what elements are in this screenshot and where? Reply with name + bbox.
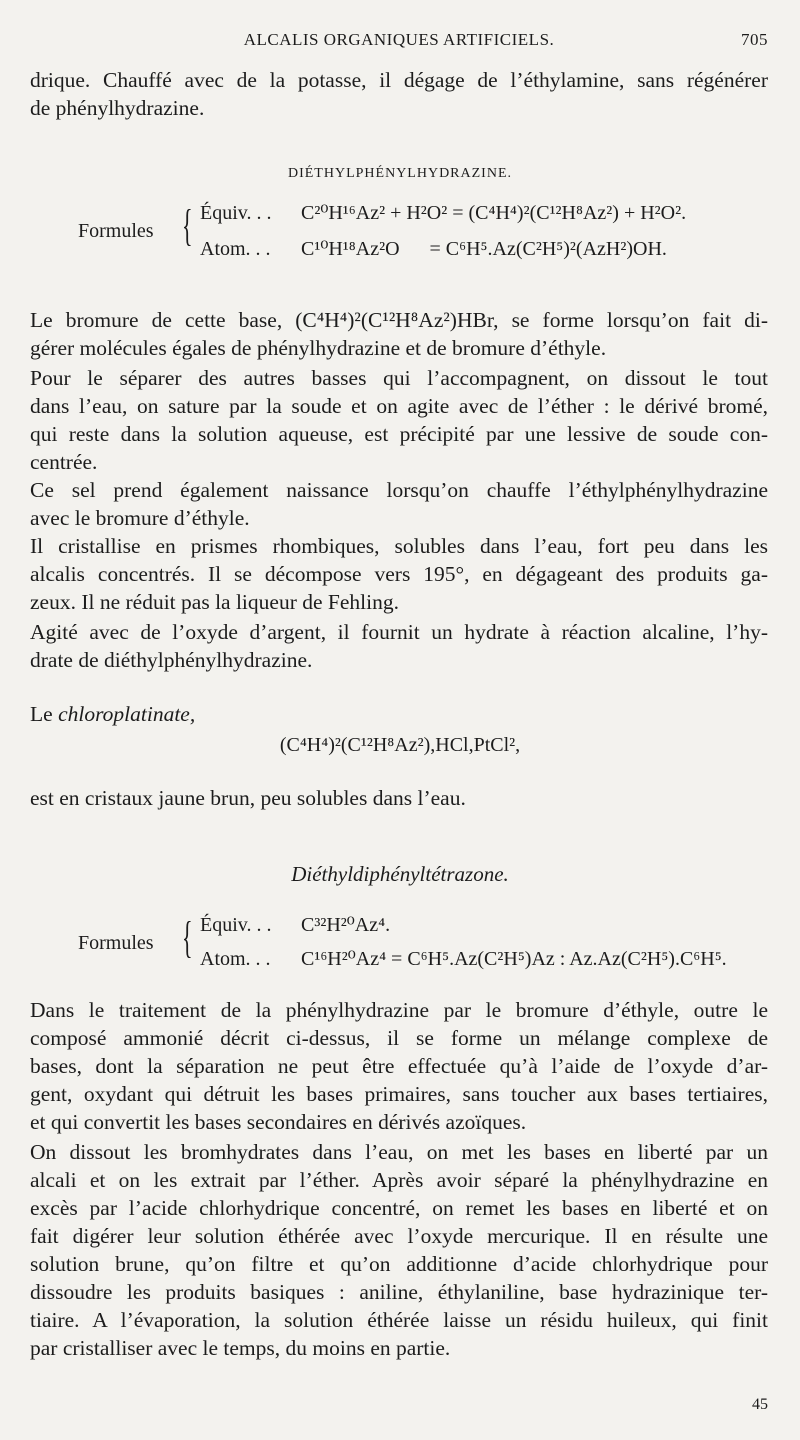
text-line: Dans le traitement de la phénylhydrazine par le bromure d’éthyle, outre le [30, 998, 768, 1022]
text-line: solution brune, qu’on filtre et qu’on additionne d’acide chlorhydrique pour [30, 1252, 768, 1276]
chloroplatinate-line [30, 700, 768, 728]
running-title: ALCALIS ORGANIQUES ARTIFICIELS. [243, 30, 555, 49]
text-line: avec le bromure d’éthyle. [30, 506, 250, 530]
formula-expression: C¹⁰H¹⁸Az²O = C⁶H⁵.Az(C²H⁵)²(AzH²)OH. [301, 238, 667, 260]
text-line: gent, oxydant qui détruit les bases primaires, sans toucher aux bases tertiaires, [30, 1082, 768, 1106]
text-line: bases, dont la séparation ne peut être effectuée qu’à l’aide de l’oxyde d’ar- [30, 1054, 768, 1078]
text-line: alcali et on les extrait par l’éther. Après avoir séparé la phénylhydrazine en [30, 1168, 768, 1192]
text-line: dans l’eau, on sature par la soude et on agite avec de l’éther : le dérivé bromé, [30, 394, 768, 418]
formula-expression: C²⁰H¹⁶Az² + H²O² = (C⁴H⁴)²(C¹²H⁸Az²) + H²O². [301, 202, 687, 224]
formula-label: Formules [78, 220, 154, 242]
text-line: Le bromure de cette base, (C⁴H⁴)²(C¹²H⁸Az²)HBr, se forme lorsqu’on fait di- [30, 308, 768, 332]
text-line: Agité avec de l’oxyde d’argent, il fournit un hydrate à réaction alcaline, l’hy- [30, 620, 768, 644]
formula-row [200, 946, 727, 971]
brace-symbol: { [182, 913, 193, 962]
text-line: de phénylhydrazine. [30, 96, 205, 120]
formula-block [30, 200, 770, 270]
text-line: par cristalliser avec le temps, du moins en partie. [30, 1336, 451, 1360]
text-fragment: Le [30, 702, 53, 726]
text-line: est en cristaux jaune brun, peu solubles dans l’eau. [30, 786, 466, 810]
text-line: fait digérer leur solution éthérée avec l’oxyde mercurique. Il en résulte une [30, 1224, 768, 1248]
text-line: dissoudre les produits basiques : aniline, éthylaniline, base hydrazinique ter- [30, 1280, 768, 1304]
page-number: 705 [741, 30, 768, 49]
text-line: et qui convertit les bases secondaires en dérivés azoïques. [30, 1110, 527, 1134]
text-line: qui reste dans la solution aqueuse, est précipité par une lessive de soude con- [30, 422, 768, 446]
text-line: excès par l’acide chlorhydrique concentré, on remet les bases en liberté et on [30, 1196, 768, 1220]
formula-row [200, 912, 390, 937]
formula-name: Atom. . . [200, 948, 271, 970]
chloroplatinate-formula: (C⁴H⁴)²(C¹²H⁸Az²),HCl,PtCl², [279, 734, 521, 756]
text-line: composé ammonié décrit ci-dessus, il se forme un mélange complexe de [30, 1026, 768, 1050]
text-line: drate de diéthylphénylhydrazine. [30, 648, 313, 672]
text-line: gérer molécules égales de phénylhydrazine et de bromure d’éthyle. [30, 336, 607, 360]
text-line: zeux. Il ne réduit pas la liqueur de Fehling. [30, 590, 399, 614]
text-line: Pour le séparer des autres basses qui l’accompagnent, on dissout le tout [30, 366, 768, 390]
formula-name: Atom. . . [200, 238, 271, 260]
text-line: Ce sel prend également naissance lorsqu’on chauffe l’éthylphénylhydrazine [30, 478, 768, 502]
signature-mark: 45 [752, 1396, 768, 1413]
formula-row [200, 200, 686, 225]
brace-symbol: { [182, 201, 193, 250]
text-line: drique. Chauffé avec de la potasse, il dégage de l’éthylamine, sans régénérer [30, 68, 768, 92]
running-header [30, 30, 768, 56]
section-title: Diéthyldiphényltétrazone. [291, 862, 509, 886]
text-line: tiaire. A l’évaporation, la solution éthérée laisse un résidu huileux, qui finit [30, 1308, 768, 1332]
text-line: centrée. [30, 450, 98, 474]
text-line: Il cristallise en prismes rhombiques, solubles dans l’eau, fort peu dans les [30, 534, 768, 558]
section-title: DIÉTHYLPHÉNYLHYDRAZINE. [287, 166, 513, 181]
text-line: alcalis concentrés. Il se décompose vers 195°, en dégageant des produits ga- [30, 562, 768, 586]
formula-expression: C³²H²⁰Az⁴. [301, 914, 391, 936]
formula-label: Formules [78, 932, 154, 954]
formula-block [30, 912, 770, 982]
formula-name: Équiv. . . [200, 202, 272, 224]
formula-expression: C¹⁶H²⁰Az⁴ = C⁶H⁵.Az(C²H⁵)Az : Az.Az(C²H⁵).C⁶H⁵. [301, 948, 727, 970]
formula-name: Équiv. . . [200, 914, 272, 936]
italic-term: chloroplatinate, [58, 702, 196, 726]
formula-row [200, 236, 667, 261]
text-line: On dissout les bromhydrates dans l’eau, on met les bases en liberté par un [30, 1140, 768, 1164]
